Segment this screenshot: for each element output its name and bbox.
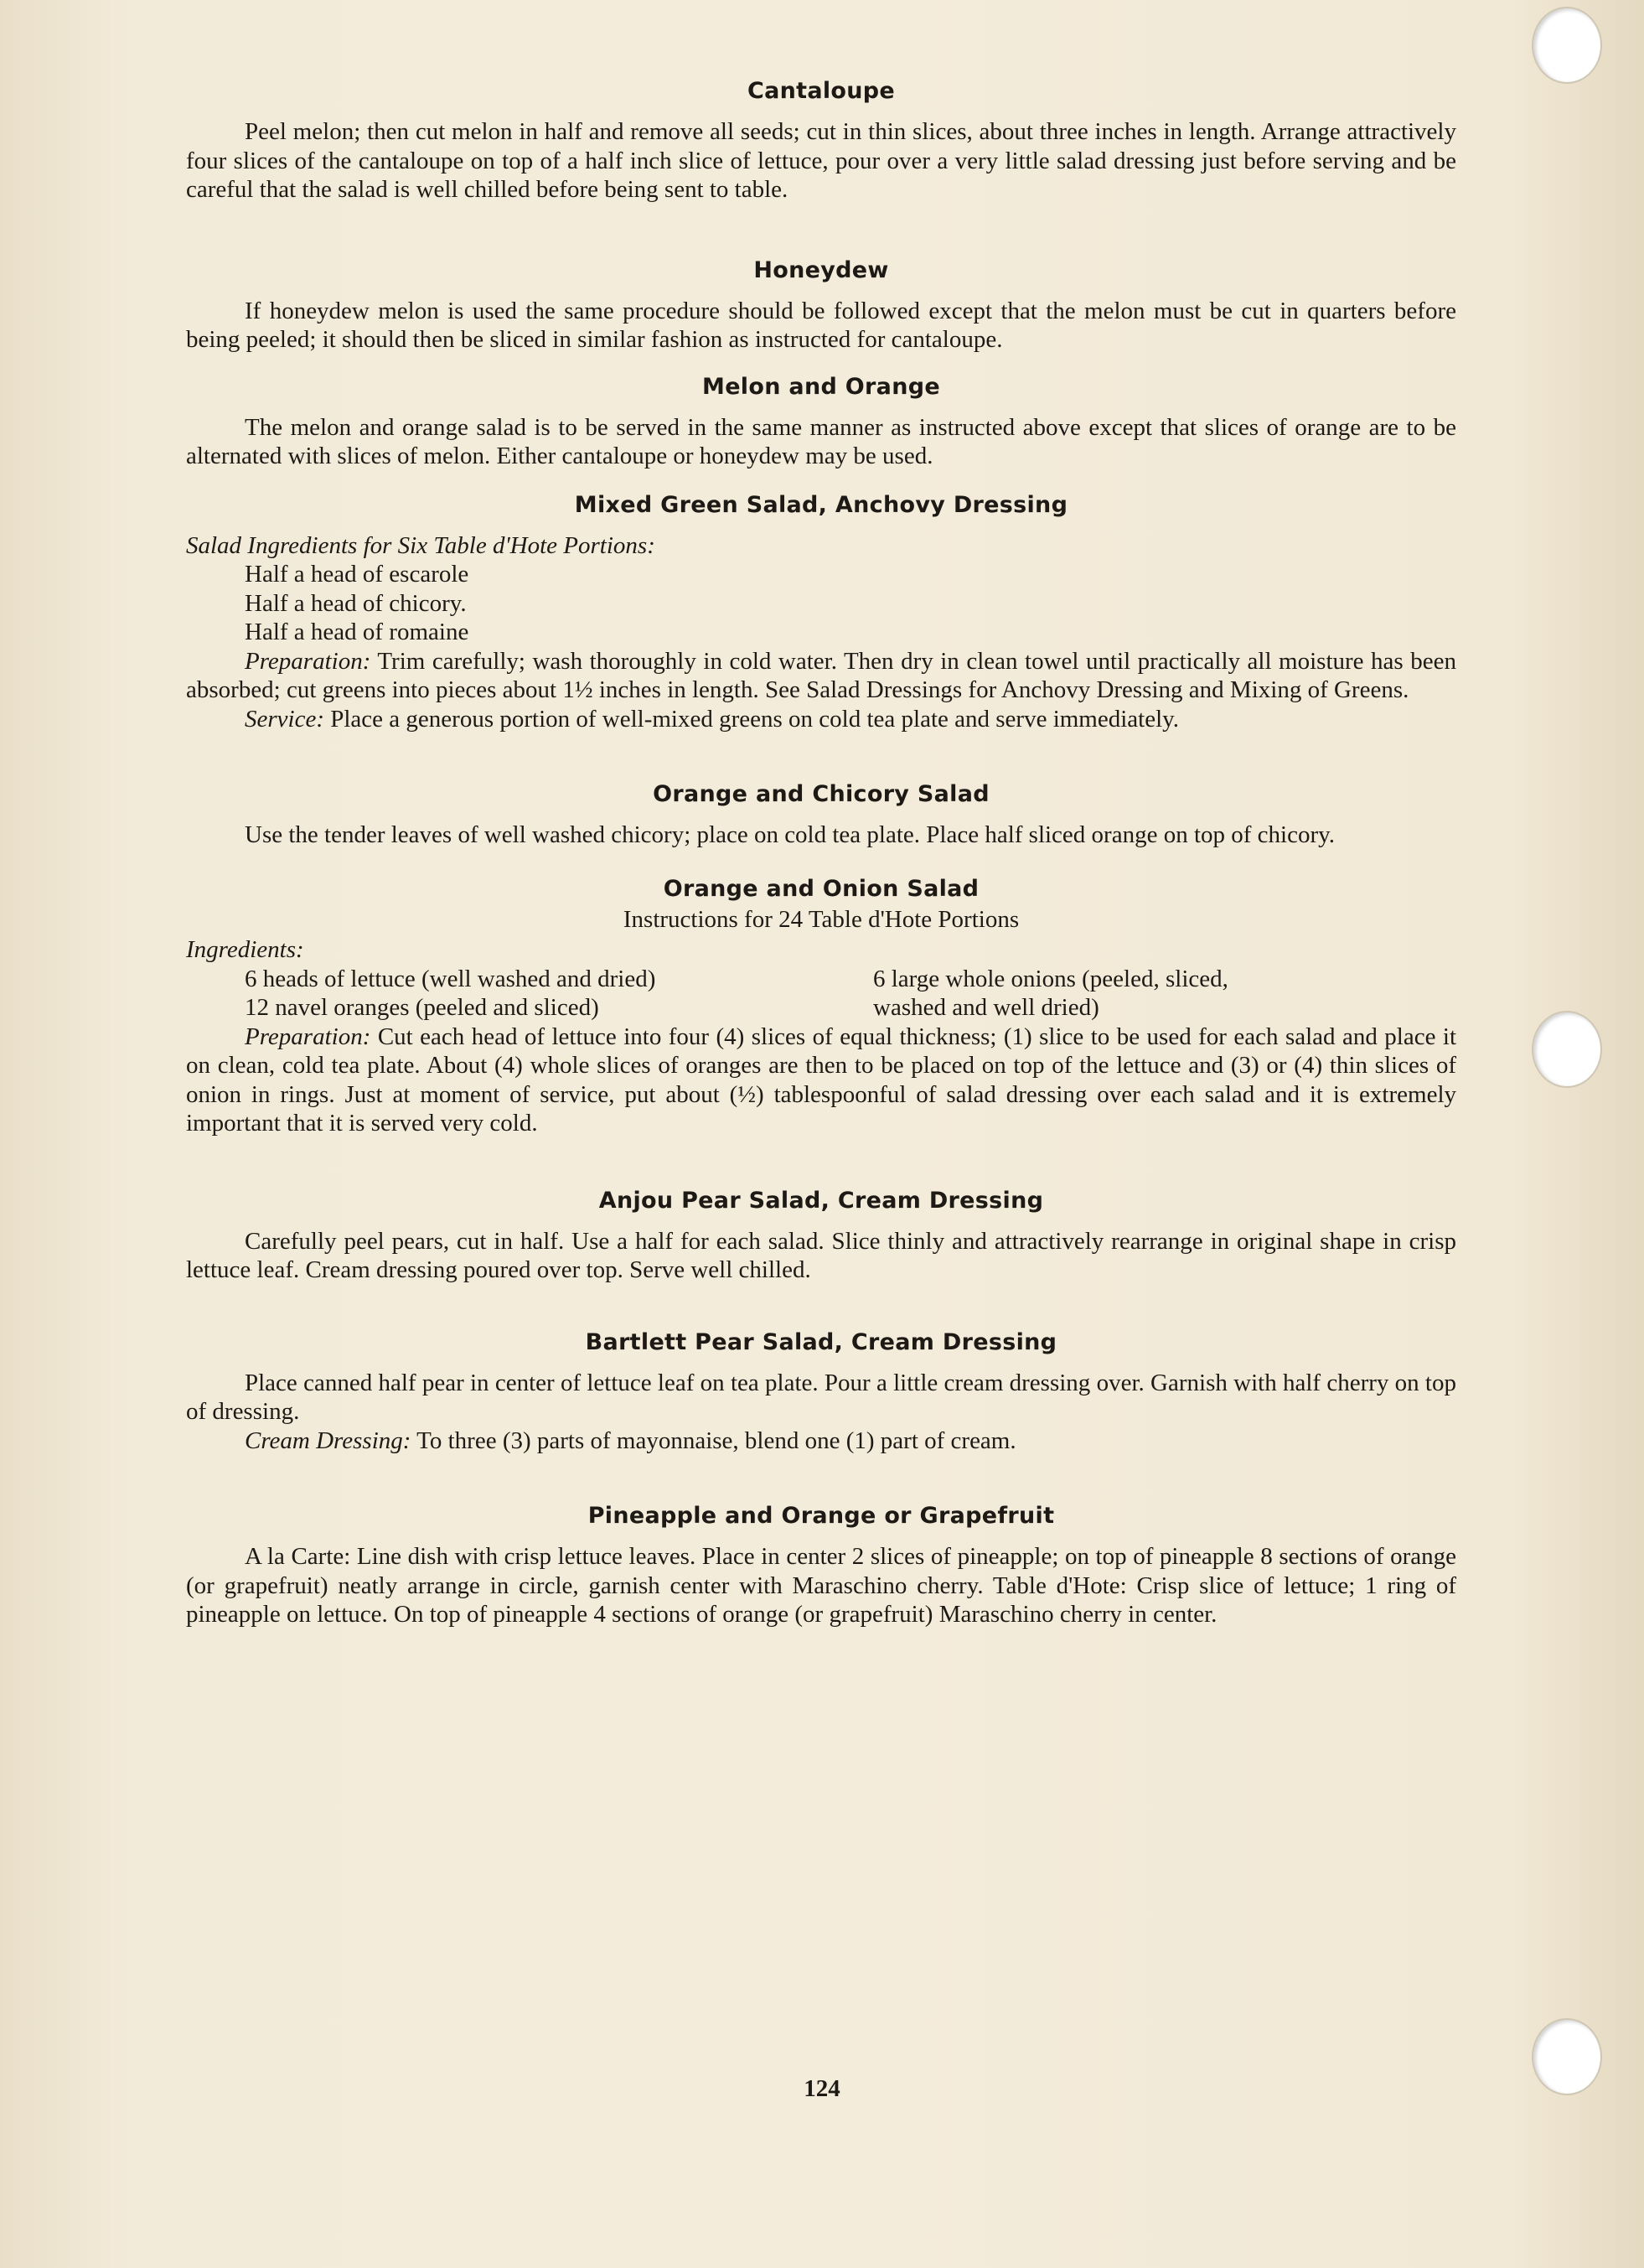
service-text: Place a generous portion of well-mixed greens on cold tea plate and serve immediately. bbox=[330, 705, 1180, 733]
ingredient-item: 6 large whole onions (peeled, sliced, bbox=[873, 965, 1228, 992]
ingredients-table bbox=[186, 965, 1456, 1023]
page-number: 124 bbox=[804, 2075, 840, 2102]
ingredient-item: 6 heads of lettuce (well washed and dried) bbox=[245, 965, 656, 992]
section-honeydew bbox=[186, 256, 1456, 355]
section-text: If honeydew melon is used the same procedure should be followed except that the melon must be cut in quarters before being peeled; it should then be sliced in similar fashion as instructed for cantaloupe. bbox=[186, 297, 1456, 353]
service-paragraph bbox=[186, 705, 1456, 734]
section-text: A la Carte: Line dish with crisp lettuce leaves. Place in center 2 slices of pineapple; on top of pineapple 8 sections of orange (or grapefruit) neatly arrange in circle, garnish center with Maraschino cherry. Table d'Hote: Crisp slice of lettuce; 1 ring of pineapple on lettuce. On top of pineapple 4 sections of orange (or grapefruit) Maraschino cherry in center. bbox=[186, 1543, 1456, 1628]
preparation-text: Cut each head of lettuce into four (4) slices of equal thickness; (1) slice to be used for each salad and place it on clean, cold tea plate. About (4) whole slices of oranges are then to be placed on top of the lettuce and (3) or (4) thin slices of onion in rings. Just at moment of service, put about (½) tablespoonful of salad dressing over each salad and it is extremely important that it is served very cold. bbox=[186, 1023, 1457, 1137]
ingredient-item: Half a head of escarole bbox=[245, 561, 469, 588]
punch-hole bbox=[1532, 1011, 1602, 1088]
section-bartlett-pear bbox=[186, 1328, 1456, 1456]
cream-dressing-text: To three (3) parts of mayonnaise, blend one (1) part of cream. bbox=[416, 1427, 1016, 1454]
section-heading: Orange and Chicory Salad bbox=[653, 781, 990, 807]
cream-dressing-label: Cream Dressing: bbox=[245, 1427, 411, 1454]
section-subheading: Instructions for 24 Table d'Hote Portions bbox=[623, 905, 1020, 933]
ingredient-item: washed and well dried) bbox=[873, 994, 1099, 1021]
cream-dressing-paragraph bbox=[186, 1427, 1456, 1456]
section-text: Peel melon; then cut melon in half and remove all seeds; cut in thin slices, about three inches in length. Arrange attractively four slices of the cantaloupe on top of a half inch slice of lettuce, pour over a very little salad dressing just before serving and be careful that the salad is well chilled before being sent to table. bbox=[186, 118, 1456, 203]
page-content bbox=[186, 77, 1456, 1629]
ingredients-right-column bbox=[873, 965, 1451, 1023]
section-text: Carefully peel pears, cut in half. Use a half for each salad. Slice thinly and attractively rearrange in original shape in crisp lettuce leaf. Cream dressing poured over top. Serve well chilled. bbox=[186, 1227, 1456, 1283]
section-text: Use the tender leaves of well washed chicory; place on cold tea plate. Place half sliced orange on top of chicory. bbox=[245, 821, 1335, 848]
section-orange-onion bbox=[186, 875, 1456, 1138]
ingredient-item: Half a head of romaine bbox=[245, 619, 469, 645]
preparation-label: Preparation: bbox=[245, 647, 371, 675]
ingredient-item: Half a head of chicory. bbox=[245, 589, 467, 617]
section-pineapple bbox=[186, 1502, 1456, 1629]
section-melon-orange bbox=[186, 373, 1456, 471]
service-label: Service: bbox=[245, 705, 324, 733]
punch-hole bbox=[1532, 7, 1602, 84]
preparation-paragraph bbox=[186, 647, 1456, 705]
section-orange-chicory bbox=[186, 780, 1456, 850]
section-anjou-pear bbox=[186, 1187, 1456, 1285]
preparation-label: Preparation: bbox=[245, 1023, 371, 1050]
section-heading: Cantaloupe bbox=[747, 78, 896, 104]
preparation-text: Trim carefully; wash thoroughly in cold water. Then dry in clean towel until practically all moisture has been absorbed; cut greens into pieces about 1½ inches in length. See Salad Dressings for Anchovy Dressing and Mixing of Greens. bbox=[186, 647, 1456, 703]
ingredients-label: Salad Ingredients for Six Table d'Hote Portions: bbox=[186, 531, 655, 559]
section-heading: Anjou Pear Salad, Cream Dressing bbox=[598, 1187, 1044, 1214]
section-cantaloupe bbox=[186, 77, 1456, 205]
section-mixed-green bbox=[186, 491, 1456, 734]
ingredients-label: Ingredients: bbox=[186, 936, 304, 963]
preparation-paragraph bbox=[186, 1023, 1456, 1138]
section-text: The melon and orange salad is to be served in the same manner as instructed above except that slices of orange are to be alternated with slices of melon. Either cantaloupe or honeydew may be used. bbox=[186, 413, 1456, 469]
ingredients-left-column bbox=[245, 965, 873, 1023]
section-heading: Melon and Orange bbox=[702, 373, 940, 400]
section-heading: Bartlett Pear Salad, Cream Dressing bbox=[585, 1328, 1057, 1355]
section-heading: Honeydew bbox=[753, 256, 889, 283]
section-text: Place canned half pear in center of lettuce leaf on tea plate. Pour a little cream dressing over. Garnish with half cherry on top of dressing. bbox=[186, 1369, 1456, 1425]
ingredient-item: 12 navel oranges (peeled and sliced) bbox=[245, 994, 599, 1021]
section-heading: Mixed Green Salad, Anchovy Dressing bbox=[574, 491, 1068, 518]
section-heading: Pineapple and Orange or Grapefruit bbox=[587, 1503, 1055, 1529]
section-heading: Orange and Onion Salad bbox=[663, 875, 980, 902]
